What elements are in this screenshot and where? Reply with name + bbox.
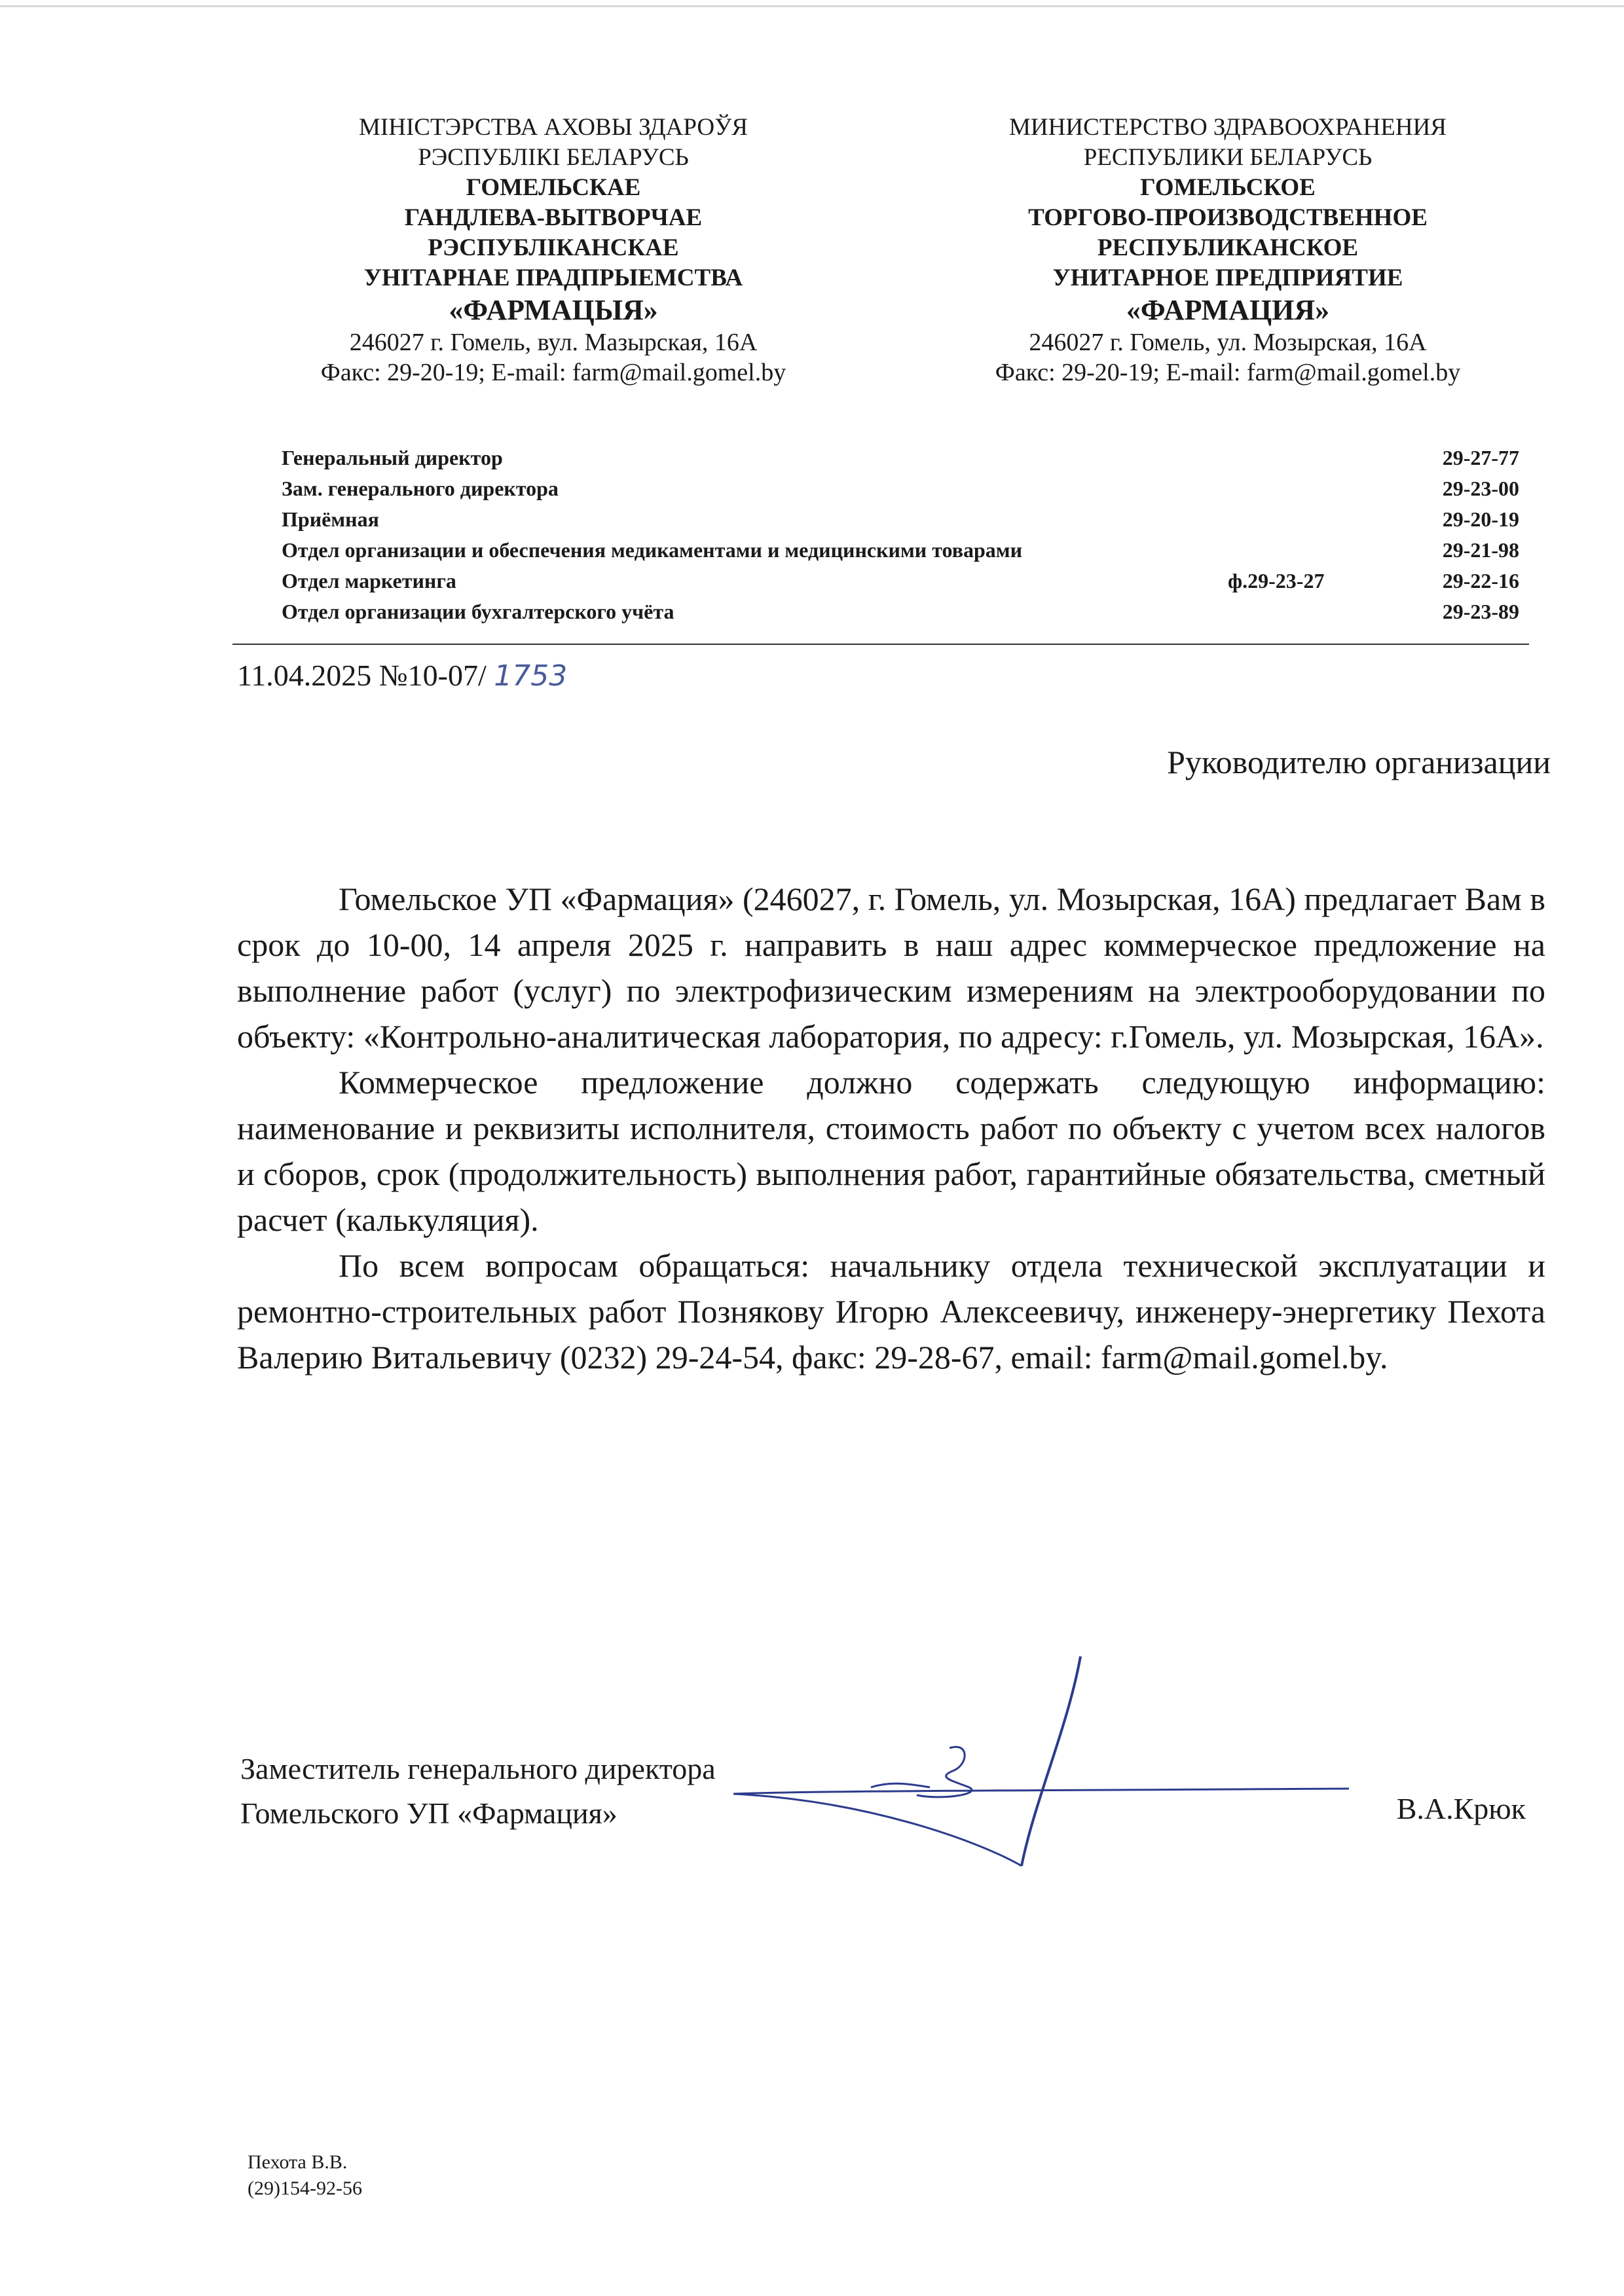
org-name-line: ГОМЕЛЬСКОЕ [1140, 174, 1316, 201]
org-brand-name: «ФАРМАЦЫЯ» [449, 294, 658, 326]
contact-phone: 29-21-98 [1442, 538, 1519, 562]
letterhead-russian [900, 113, 1555, 388]
handwritten-signature [694, 1650, 1349, 1899]
contact-row [282, 504, 1519, 535]
org-name-line: РЭСПУБЛІКАНСКАЕ [428, 234, 679, 261]
contact-department: Генеральный директор [282, 446, 503, 469]
org-name-line: ТОРГОВО-ПРОИЗВОДСТВЕННОЕ [1028, 204, 1428, 231]
contact-row [282, 443, 1519, 473]
org-name-line: РЕСПУБЛИКАНСКОЕ [1097, 234, 1359, 261]
org-name-line: УНИТАРНОЕ ПРЕДПРИЯТИЕ [1052, 264, 1403, 291]
contact-department: Приёмная [282, 507, 379, 531]
signatory-name: В.А.Крюк [1396, 1792, 1526, 1825]
header-divider [232, 644, 1529, 645]
addressee: Руководителю организации [1167, 744, 1551, 780]
signatory-title-line: Гомельского УП «Фармация» [240, 1796, 618, 1830]
contact-phone: 29-27-77 [1442, 446, 1519, 469]
body-paragraph: Коммерческое предложение должно содержать следующую информацию: наименование и реквизиты исполнителя, стоимость работ по объекту с учетом всех налогов и сборов, срок (продолжительность) выполнения работ, гарантийные обязательства, сметный расчет (калькуляция). [237, 1064, 1545, 1238]
letterhead-belarusian [226, 113, 881, 388]
letter-body [237, 876, 1545, 1380]
contact-phone: 29-23-89 [1442, 600, 1519, 623]
body-paragraph: По всем вопросам обращаться: начальнику отдела технической эксплуатации и ремонтно-строительных работ Познякову Игорю Алексеевичу, инженеру-энергетику Пехота Валерию Витальевичу (0232) 29-24-54, факс: 29-28-67, email: farm@mail.gomel.by. [237, 1247, 1545, 1376]
org-address: 246027 г. Гомель, ул. Мозырская, 16А [1029, 329, 1427, 356]
org-brand-name: «ФАРМАЦИЯ» [1126, 294, 1330, 326]
contact-row [282, 566, 1519, 596]
signatory-title [240, 1747, 716, 1836]
executor-info [248, 2149, 362, 2202]
contact-department: Отдел маркетинга [282, 569, 456, 592]
country-name: РЕСПУБЛИКИ БЕЛАРУСЬ [1083, 144, 1373, 171]
contact-phone: 29-22-16 [1442, 569, 1519, 592]
contact-phone: 29-23-00 [1442, 477, 1519, 500]
reference-date-number: 11.04.2025 №10-07/ [237, 659, 487, 692]
body-paragraph: Гомельское УП «Фармация» (246027, г. Гомель, ул. Мозырская, 16А) предлагает Вам в срок до 10-00, 14 апреля 2025 г. направить в наш адрес коммерческое предложение на выполнение работ (услуг) по электрофизическим измерениям на электрооборудовании по объекту: «Контрольно-аналитическая лаборатория, по адресу: г.Гомель, ул. Мозырская, 16А». [237, 881, 1545, 1055]
org-fax-email: Факс: 29-20-19; E-mail: farm@mail.gomel.by [320, 359, 786, 386]
contact-department: Отдел организации бухгалтерского учёта [282, 600, 674, 623]
contact-department: Отдел организации и обеспечения медикаментами и медицинскими товарами [282, 538, 1023, 562]
country-name: РЭСПУБЛІКІ БЕЛАРУСЬ [418, 144, 689, 171]
org-fax-email: Факс: 29-20-19; E-mail: farm@mail.gomel.by [995, 359, 1461, 386]
contact-department: Зам. генерального директора [282, 477, 559, 500]
contact-phone: 29-20-19 [1442, 507, 1519, 531]
executor-phone: (29)154-92-56 [248, 2178, 362, 2199]
signatory-title-line: Заместитель генерального директора [240, 1752, 716, 1785]
contact-fax: ф.29-23-27 [1228, 569, 1325, 592]
org-name-line: ГАНДЛЕВА-ВЫТВОРЧАЕ [404, 204, 703, 231]
contact-row [282, 473, 1519, 504]
outgoing-reference [237, 658, 567, 693]
contact-row [282, 535, 1519, 566]
reference-handwritten-number: 1753 [494, 659, 568, 693]
scan-edge-line [0, 5, 1624, 7]
org-name-line: УНІТАРНАЕ ПРАДПРЫЕМСТВА [363, 264, 743, 291]
org-name-line: ГОМЕЛЬСКАЕ [466, 174, 641, 201]
org-address: 246027 г. Гомель, вул. Мазырская, 16А [349, 329, 758, 356]
contact-row [282, 596, 1519, 627]
executor-name: Пехота В.В. [248, 2151, 348, 2173]
ministry-name: МИНИСТЕРСТВО ЗДРАВООХРАНЕНИЯ [1009, 114, 1447, 141]
contacts-list [282, 443, 1519, 627]
ministry-name: МІНІСТЭРСТВА АХОВЫ ЗДАРОЎЯ [359, 114, 748, 141]
